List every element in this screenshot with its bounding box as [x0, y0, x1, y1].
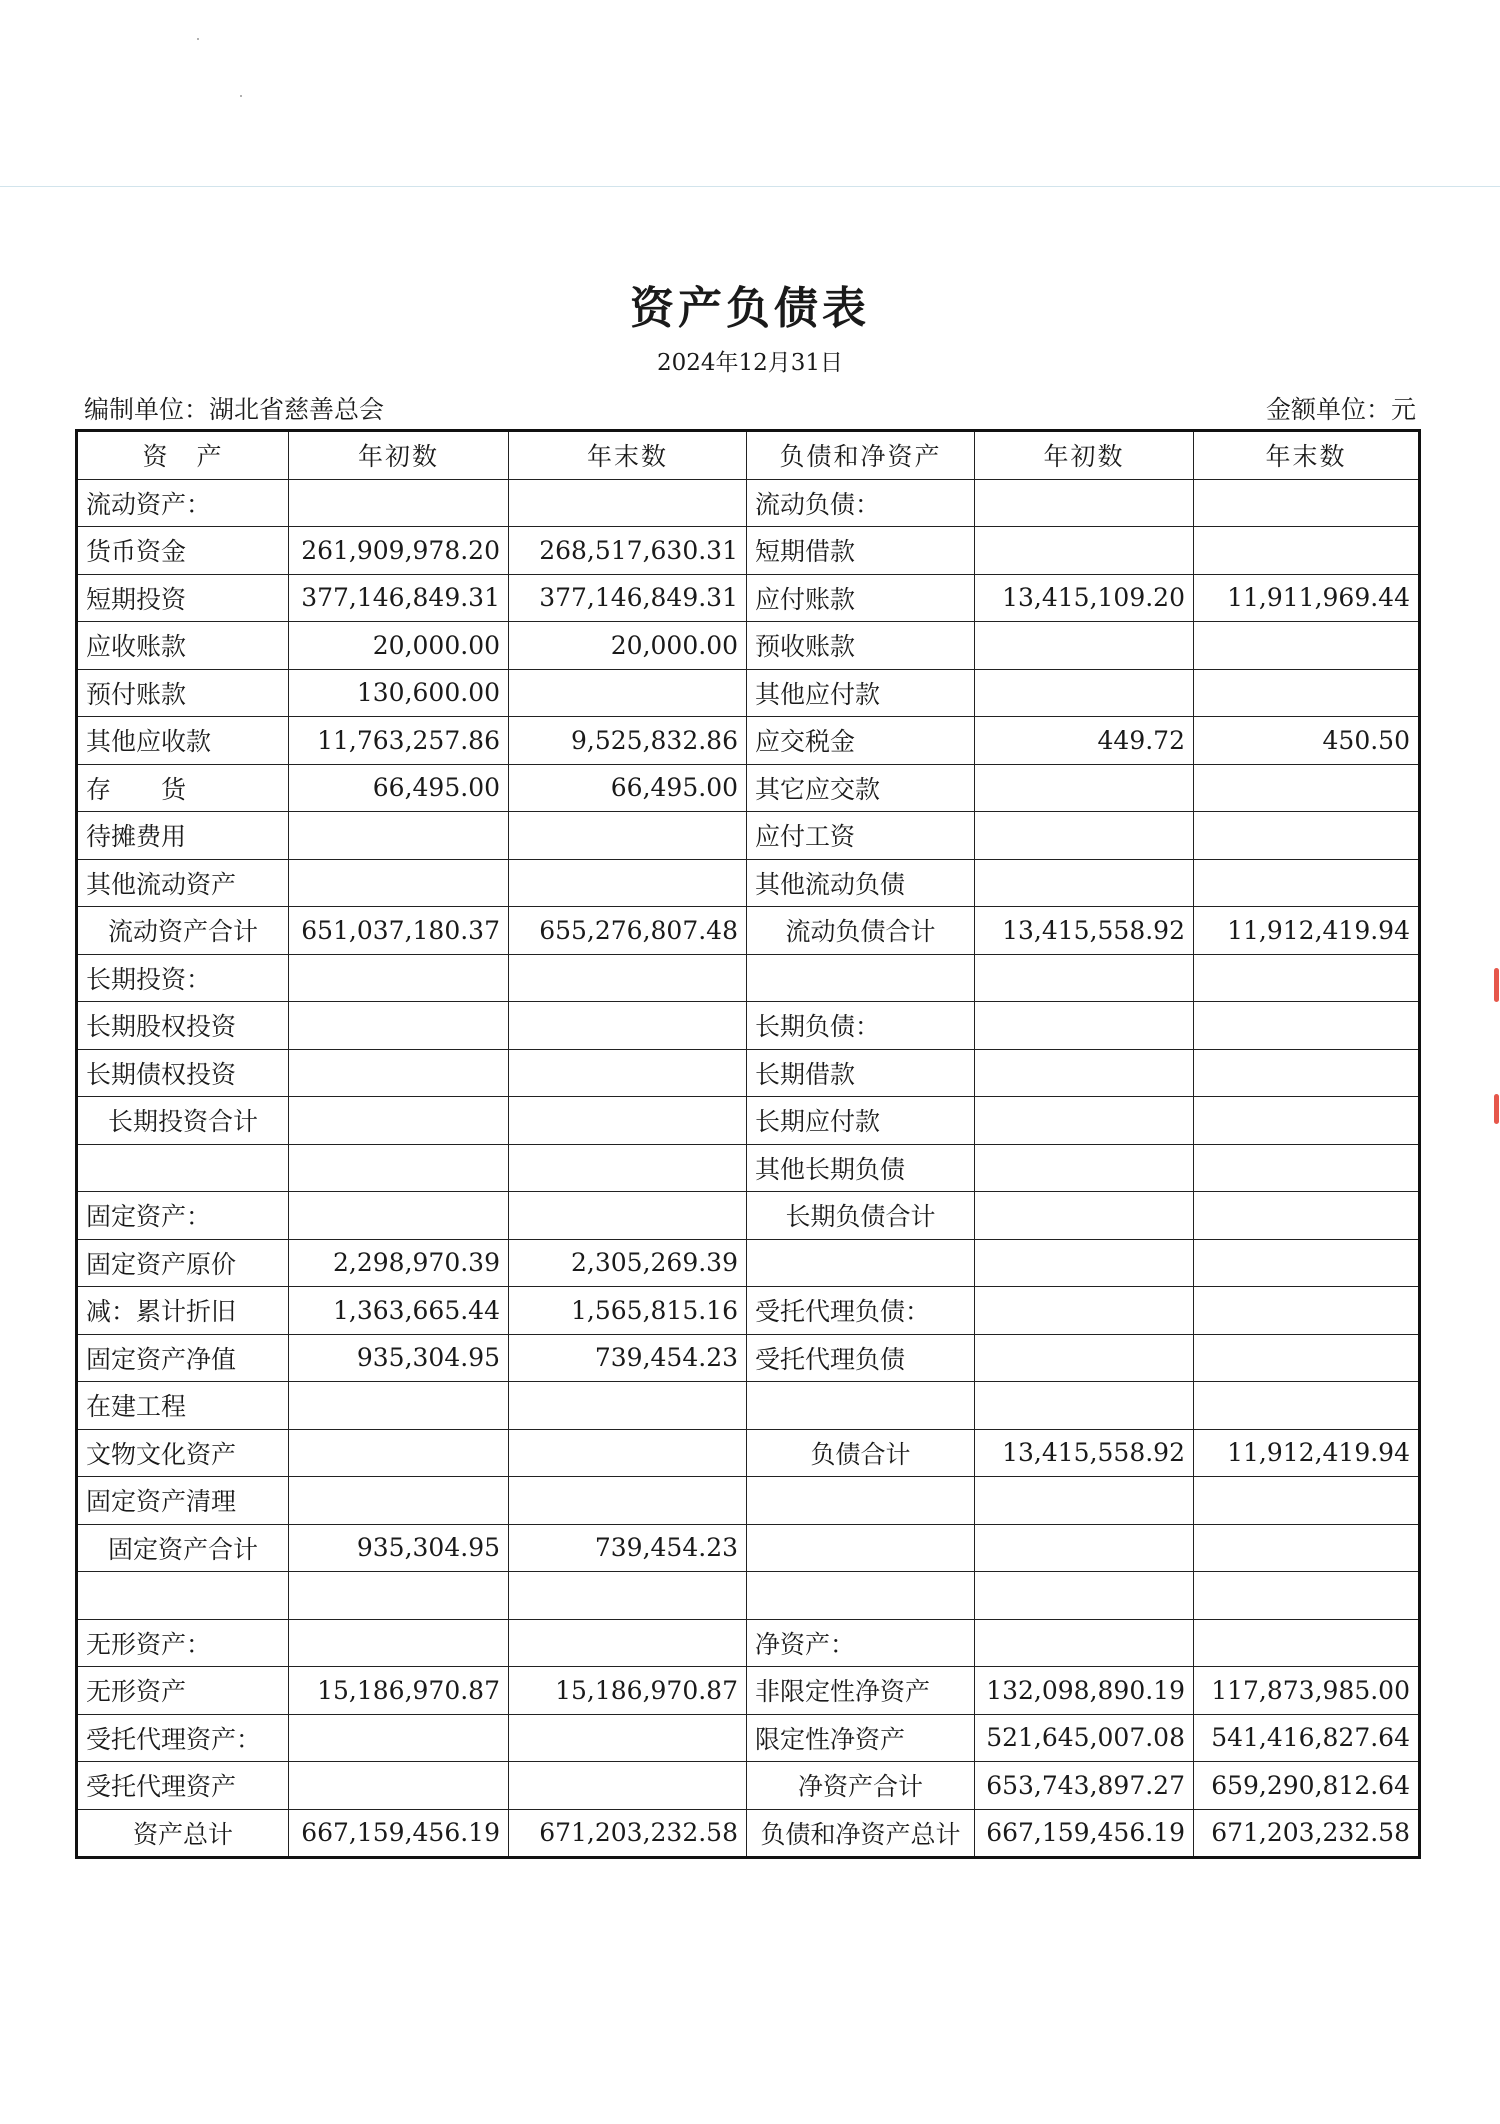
liability-ending-value: 671,203,232.58 [1194, 1809, 1420, 1858]
liability-item: 净资产合计 [747, 1762, 975, 1810]
table-header-row [77, 431, 1420, 480]
liability-ending-value [1194, 479, 1420, 527]
liability-item: 限定性净资产 [747, 1714, 975, 1762]
asset-beginning-value [289, 1429, 509, 1477]
asset-ending-value [509, 1049, 747, 1097]
asset-item: 长期投资合计 [77, 1097, 289, 1145]
asset-beginning-value: 20,000.00 [289, 622, 509, 670]
liability-ending-value [1194, 764, 1420, 812]
liability-beginning-value [975, 479, 1194, 527]
asset-item: 短期投资 [77, 574, 289, 622]
liability-ending-value: 659,290,812.64 [1194, 1762, 1420, 1810]
liability-beginning-value [975, 1382, 1194, 1430]
scan-speck [197, 38, 199, 40]
liability-item: 非限定性净资产 [747, 1667, 975, 1715]
liability-item: 长期负债合计 [747, 1192, 975, 1240]
asset-beginning-value: 66,495.00 [289, 764, 509, 812]
liability-item [747, 1239, 975, 1287]
asset-item: 长期投资： [77, 954, 289, 1002]
liability-item: 长期应付款 [747, 1097, 975, 1145]
asset-beginning-value: 667,159,456.19 [289, 1809, 509, 1858]
asset-beginning-value: 377,146,849.31 [289, 574, 509, 622]
liability-beginning-value: 13,415,558.92 [975, 1429, 1194, 1477]
asset-item: 受托代理资产： [77, 1714, 289, 1762]
liability-item: 其他流动负债 [747, 859, 975, 907]
asset-ending-value [509, 1429, 747, 1477]
asset-item: 预付账款 [77, 669, 289, 717]
table-row [77, 1667, 1420, 1715]
liability-beginning-value [975, 669, 1194, 717]
liability-beginning-value: 653,743,897.27 [975, 1762, 1194, 1810]
asset-beginning-value [289, 1762, 509, 1810]
liability-item: 应付账款 [747, 574, 975, 622]
asset-beginning-value: 11,763,257.86 [289, 717, 509, 765]
liability-item: 其它应交款 [747, 764, 975, 812]
asset-beginning-value: 130,600.00 [289, 669, 509, 717]
asset-beginning-value [289, 812, 509, 860]
header-assets: 资 产 [77, 431, 289, 480]
liability-ending-value [1194, 1524, 1420, 1572]
liability-beginning-value: 667,159,456.19 [975, 1809, 1194, 1858]
asset-item: 长期债权投资 [77, 1049, 289, 1097]
liability-ending-value [1194, 1287, 1420, 1335]
asset-ending-value: 739,454.23 [509, 1524, 747, 1572]
liability-ending-value [1194, 1192, 1420, 1240]
asset-ending-value [509, 1619, 747, 1667]
liability-beginning-value [975, 1049, 1194, 1097]
liability-ending-value [1194, 1002, 1420, 1050]
asset-ending-value [509, 1762, 747, 1810]
liability-item: 长期负债： [747, 1002, 975, 1050]
asset-ending-value: 268,517,630.31 [509, 527, 747, 575]
liability-item: 净资产： [747, 1619, 975, 1667]
asset-beginning-value: 2,298,970.39 [289, 1239, 509, 1287]
asset-beginning-value [289, 1049, 509, 1097]
asset-ending-value: 671,203,232.58 [509, 1809, 747, 1858]
liability-ending-value [1194, 1334, 1420, 1382]
liability-beginning-value [975, 1334, 1194, 1382]
asset-beginning-value: 651,037,180.37 [289, 907, 509, 955]
asset-beginning-value: 261,909,978.20 [289, 527, 509, 575]
asset-item: 在建工程 [77, 1382, 289, 1430]
balance-sheet-table [75, 429, 1421, 1859]
asset-item: 货币资金 [77, 527, 289, 575]
asset-item: 固定资产合计 [77, 1524, 289, 1572]
asset-beginning-value [289, 1382, 509, 1430]
asset-item: 受托代理资产 [77, 1762, 289, 1810]
liability-beginning-value [975, 1097, 1194, 1145]
table-row [77, 527, 1420, 575]
liability-beginning-value [975, 1572, 1194, 1620]
liability-item [747, 1524, 975, 1572]
table-row [77, 1572, 1420, 1620]
asset-ending-value [509, 1477, 747, 1525]
liability-beginning-value [975, 1477, 1194, 1525]
asset-beginning-value [289, 1002, 509, 1050]
asset-ending-value: 739,454.23 [509, 1334, 747, 1382]
scan-speck [240, 95, 242, 97]
liability-item: 其他应付款 [747, 669, 975, 717]
table-row [77, 1334, 1420, 1382]
table-row [77, 907, 1420, 955]
asset-beginning-value [289, 859, 509, 907]
liability-ending-value [1194, 1572, 1420, 1620]
liability-beginning-value: 13,415,109.20 [975, 574, 1194, 622]
table-row [77, 1144, 1420, 1192]
asset-beginning-value [289, 1144, 509, 1192]
asset-ending-value: 2,305,269.39 [509, 1239, 747, 1287]
liability-beginning-value [975, 1002, 1194, 1050]
header-assets-ending: 年末数 [509, 431, 747, 480]
liability-ending-value: 541,416,827.64 [1194, 1714, 1420, 1762]
header-liabilities-ending: 年末数 [1194, 431, 1420, 480]
asset-ending-value [509, 479, 747, 527]
liability-ending-value: 11,912,419.94 [1194, 907, 1420, 955]
asset-beginning-value: 935,304.95 [289, 1524, 509, 1572]
liability-item [747, 954, 975, 1002]
liability-item: 长期借款 [747, 1049, 975, 1097]
liability-item: 受托代理负债： [747, 1287, 975, 1335]
liability-beginning-value [975, 812, 1194, 860]
asset-beginning-value [289, 954, 509, 1002]
asset-ending-value [509, 1572, 747, 1620]
asset-ending-value [509, 1714, 747, 1762]
asset-beginning-value [289, 1619, 509, 1667]
asset-ending-value: 15,186,970.87 [509, 1667, 747, 1715]
liability-ending-value [1194, 812, 1420, 860]
asset-item: 其他流动资产 [77, 859, 289, 907]
table-row [77, 1287, 1420, 1335]
liability-beginning-value [975, 954, 1194, 1002]
header-liabilities-beginning: 年初数 [975, 431, 1194, 480]
liability-ending-value [1194, 1239, 1420, 1287]
asset-ending-value: 66,495.00 [509, 764, 747, 812]
currency-unit: 金额单位：元 [1265, 395, 1416, 424]
asset-item [77, 1572, 289, 1620]
table-row [77, 1382, 1420, 1430]
liability-beginning-value [975, 1287, 1194, 1335]
liability-ending-value [1194, 1049, 1420, 1097]
asset-ending-value [509, 1097, 747, 1145]
preparing-organization: 编制单位：湖北省慈善总会 [84, 395, 385, 424]
asset-item [77, 1144, 289, 1192]
table-row [77, 859, 1420, 907]
liability-beginning-value [975, 764, 1194, 812]
asset-beginning-value [289, 1192, 509, 1240]
header-assets-beginning: 年初数 [289, 431, 509, 480]
asset-ending-value [509, 1002, 747, 1050]
liability-beginning-value [975, 1192, 1194, 1240]
asset-ending-value: 1,565,815.16 [509, 1287, 747, 1335]
asset-beginning-value: 15,186,970.87 [289, 1667, 509, 1715]
liability-beginning-value [975, 1619, 1194, 1667]
liability-ending-value [1194, 954, 1420, 1002]
asset-ending-value [509, 669, 747, 717]
table-row [77, 1524, 1420, 1572]
table-row [77, 1097, 1420, 1145]
asset-item: 待摊费用 [77, 812, 289, 860]
asset-ending-value [509, 1192, 747, 1240]
asset-item: 固定资产原价 [77, 1239, 289, 1287]
asset-item: 减：累计折旧 [77, 1287, 289, 1335]
liability-beginning-value: 132,098,890.19 [975, 1667, 1194, 1715]
asset-item: 流动资产： [77, 479, 289, 527]
asset-item: 无形资产 [77, 1667, 289, 1715]
liability-ending-value: 11,912,419.94 [1194, 1429, 1420, 1477]
liability-item: 流动负债： [747, 479, 975, 527]
liability-ending-value [1194, 527, 1420, 575]
table-row [77, 1049, 1420, 1097]
report-date: 2024年12月31日 [656, 350, 844, 376]
liability-item [747, 1572, 975, 1620]
liability-ending-value [1194, 1619, 1420, 1667]
asset-item: 无形资产： [77, 1619, 289, 1667]
asset-ending-value: 377,146,849.31 [509, 574, 747, 622]
liability-beginning-value [975, 1524, 1194, 1572]
liability-ending-value [1194, 1382, 1420, 1430]
asset-item: 应收账款 [77, 622, 289, 670]
liability-ending-value [1194, 1144, 1420, 1192]
asset-item: 流动资产合计 [77, 907, 289, 955]
asset-item: 资产总计 [77, 1809, 289, 1858]
liability-ending-value [1194, 669, 1420, 717]
liability-beginning-value [975, 622, 1194, 670]
table-row [77, 1477, 1420, 1525]
header-liabilities-net-assets: 负债和净资产 [747, 431, 975, 480]
table-row [77, 1762, 1420, 1810]
table-row [77, 1239, 1420, 1287]
liability-item: 其他长期负债 [747, 1144, 975, 1192]
liability-ending-value [1194, 1477, 1420, 1525]
asset-item: 固定资产清理 [77, 1477, 289, 1525]
liability-item: 预收账款 [747, 622, 975, 670]
table-row [77, 764, 1420, 812]
liability-item: 负债合计 [747, 1429, 975, 1477]
page-title: 资产负债表 [630, 283, 870, 334]
asset-ending-value [509, 954, 747, 1002]
asset-item: 其他应收款 [77, 717, 289, 765]
asset-item: 文物文化资产 [77, 1429, 289, 1477]
table-row [77, 812, 1420, 860]
table-row [77, 622, 1420, 670]
liability-beginning-value: 449.72 [975, 717, 1194, 765]
asset-beginning-value [289, 1477, 509, 1525]
asset-item: 固定资产： [77, 1192, 289, 1240]
asset-ending-value: 9,525,832.86 [509, 717, 747, 765]
asset-item: 长期股权投资 [77, 1002, 289, 1050]
asset-item: 存 货 [77, 764, 289, 812]
liability-beginning-value [975, 527, 1194, 575]
asset-beginning-value [289, 479, 509, 527]
liability-ending-value: 117,873,985.00 [1194, 1667, 1420, 1715]
liability-beginning-value: 521,645,007.08 [975, 1714, 1194, 1762]
asset-ending-value [509, 1382, 747, 1430]
liability-beginning-value [975, 1144, 1194, 1192]
liability-item [747, 1382, 975, 1430]
liability-ending-value: 11,911,969.44 [1194, 574, 1420, 622]
liability-ending-value [1194, 622, 1420, 670]
liability-beginning-value [975, 1239, 1194, 1287]
asset-beginning-value [289, 1714, 509, 1762]
asset-ending-value: 655,276,807.48 [509, 907, 747, 955]
asset-ending-value [509, 859, 747, 907]
liability-item: 应付工资 [747, 812, 975, 860]
liability-item: 短期借款 [747, 527, 975, 575]
asset-item: 固定资产净值 [77, 1334, 289, 1382]
liability-beginning-value [975, 859, 1194, 907]
asset-ending-value: 20,000.00 [509, 622, 747, 670]
liability-beginning-value: 13,415,558.92 [975, 907, 1194, 955]
table-row [77, 574, 1420, 622]
liability-item: 受托代理负债 [747, 1334, 975, 1382]
table-row [77, 1809, 1420, 1858]
scan-edge-line [0, 186, 1500, 187]
table-row [77, 479, 1420, 527]
asset-ending-value [509, 1144, 747, 1192]
asset-ending-value [509, 812, 747, 860]
table-row [77, 1192, 1420, 1240]
liability-item: 流动负债合计 [747, 907, 975, 955]
table-row [77, 1619, 1420, 1667]
liability-ending-value [1194, 859, 1420, 907]
liability-item [747, 1477, 975, 1525]
liability-item: 负债和净资产总计 [747, 1809, 975, 1858]
liability-item: 应交税金 [747, 717, 975, 765]
table-row [77, 669, 1420, 717]
table-row [77, 1714, 1420, 1762]
liability-ending-value: 450.50 [1194, 717, 1420, 765]
asset-beginning-value: 1,363,665.44 [289, 1287, 509, 1335]
table-row [77, 1002, 1420, 1050]
table-row [77, 717, 1420, 765]
asset-beginning-value [289, 1097, 509, 1145]
table-row [77, 1429, 1420, 1477]
table-row [77, 954, 1420, 1002]
red-seal-edge [1494, 968, 1499, 1002]
red-seal-edge [1494, 1094, 1499, 1124]
asset-beginning-value: 935,304.95 [289, 1334, 509, 1382]
liability-ending-value [1194, 1097, 1420, 1145]
asset-beginning-value [289, 1572, 509, 1620]
